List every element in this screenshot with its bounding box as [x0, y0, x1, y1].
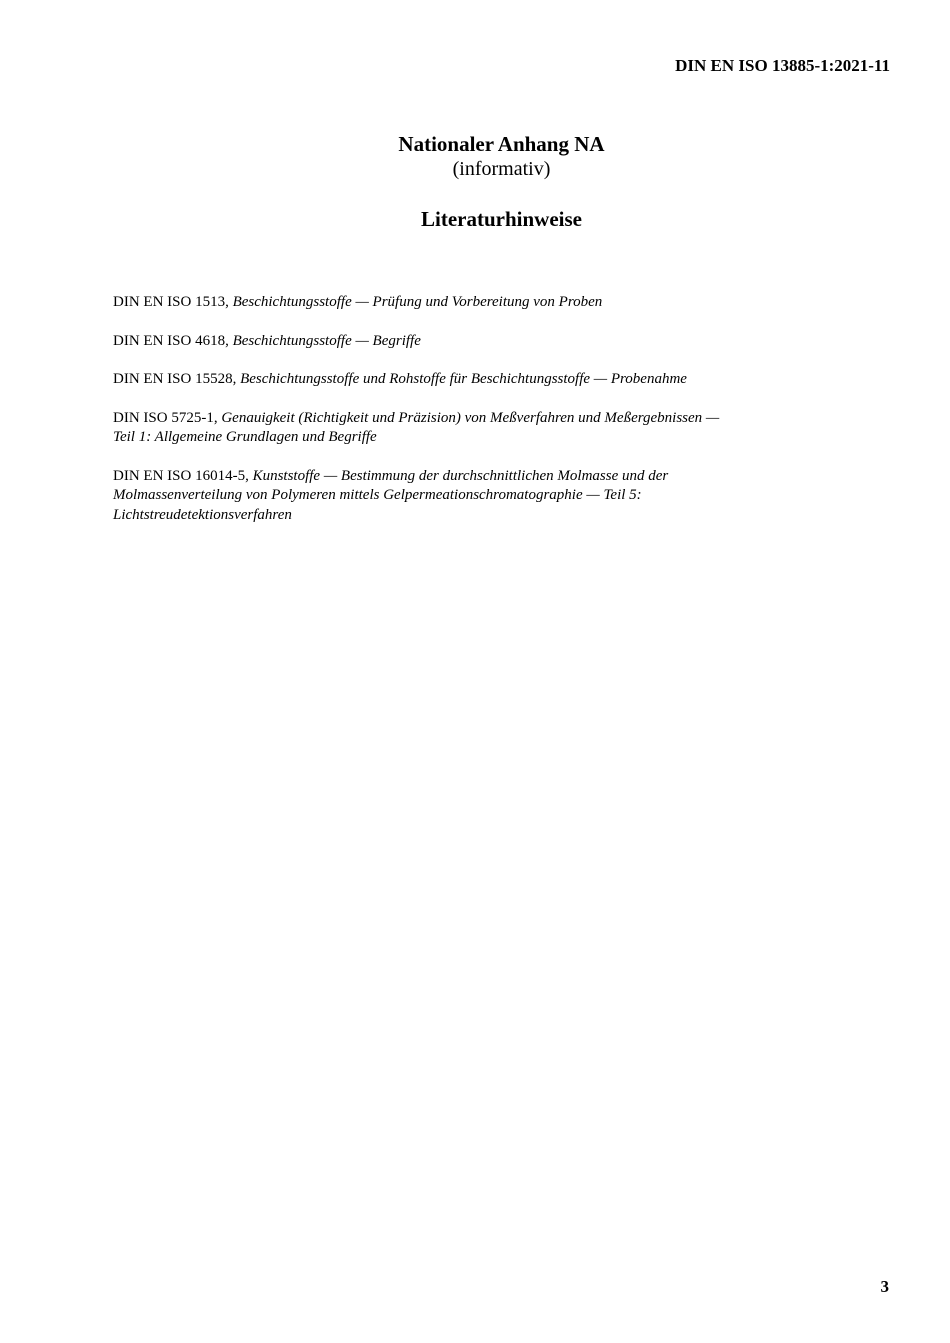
reference-code: DIN EN ISO 15528, [113, 371, 241, 387]
reference-item [113, 467, 833, 526]
annex-subtitle: (informativ) [452, 158, 551, 180]
reference-code: DIN EN ISO 1513, [113, 294, 233, 310]
annex-title: Nationaler Anhang NA [398, 132, 605, 156]
section-title: Literaturhinweise [421, 207, 582, 231]
reference-title: Beschichtungsstoffe — Begriffe [232, 332, 421, 349]
reference-title: Beschichtungsstoffe und Rohstoffe für Beschichtungsstoffe — Probenahme [240, 371, 687, 387]
reference-title: Genauigkeit (Richtigkeit und Präzision) von Meßverfahren und Meßergebnissen — [221, 409, 720, 426]
reference-code: DIN EN ISO 4618, [113, 332, 233, 349]
reference-item [113, 293, 833, 313]
page-number: 3 [880, 1277, 889, 1296]
reference-title: Kunststoffe — Bestimmung der durchschnittlichen Molmasse und der [252, 467, 669, 484]
reference-title-cont: Lichtstreudetektionsverfahren [113, 506, 292, 523]
reference-item [113, 409, 833, 448]
reference-item [113, 332, 833, 352]
reference-title-cont: Molmassenverteilung von Polymeren mittels Gelpermeationschromatographie — Teil 5: [113, 487, 642, 503]
reference-code: DIN ISO 5725-1, [113, 409, 222, 426]
reference-code: DIN EN ISO 16014-5, [113, 467, 253, 484]
reference-title: Beschichtungsstoffe — Prüfung und Vorbereitung von Proben [232, 294, 603, 310]
reference-item [113, 370, 833, 390]
reference-list [113, 293, 833, 544]
reference-title-cont: Teil 1: Allgemeine Grundlagen und Begriffe [113, 429, 377, 445]
document-id: DIN EN ISO 13885-1:2021-11 [675, 56, 890, 75]
